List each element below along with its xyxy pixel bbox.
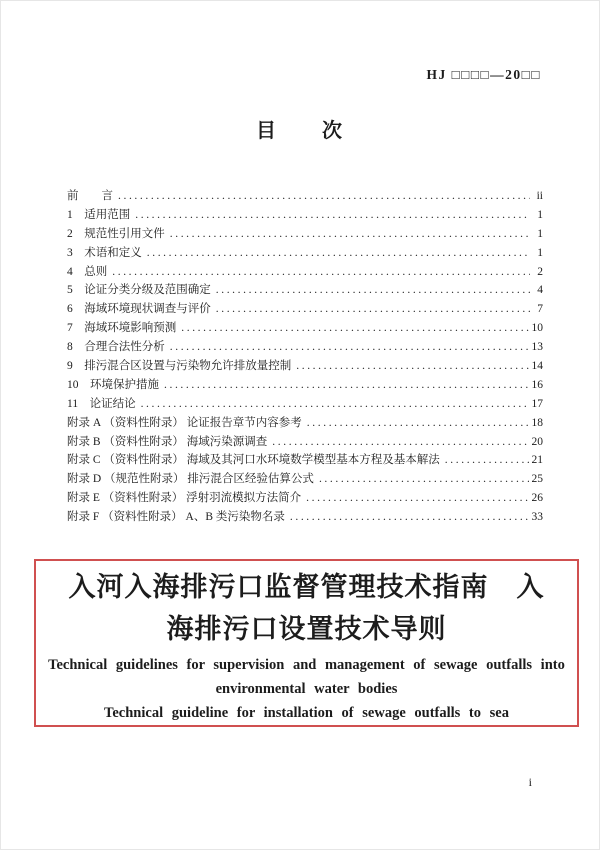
toc-entry-page: 25 <box>531 473 543 486</box>
toc-dot-leader <box>319 470 529 489</box>
toc-heading: 目 次 <box>256 120 344 142</box>
toc-entry-page: 21 <box>531 454 543 467</box>
toc-entry-label: 附录 A （资料性附录） 论证报告章节内容参考 <box>67 416 302 429</box>
toc-entry-page: 16 <box>531 378 543 391</box>
toc-dot-leader <box>164 376 529 395</box>
toc-dot-leader <box>135 206 530 225</box>
toc-entry-page: 33 <box>531 511 543 524</box>
toc-entry-label: 10 环境保护措施 <box>67 378 159 391</box>
toc-entry-page: 1 <box>537 246 543 259</box>
toc-row <box>67 225 543 244</box>
toc-dot-leader <box>216 300 530 319</box>
toc-row <box>67 433 543 452</box>
toc-dot-leader <box>112 263 530 282</box>
toc-row <box>67 244 543 263</box>
toc-row <box>67 357 543 376</box>
toc-entry-page: 17 <box>531 397 543 410</box>
toc-dot-leader <box>141 395 529 414</box>
toc-entry-page: ii <box>536 190 543 202</box>
toc-entry-label: 前 言 <box>67 190 113 202</box>
toc-entry-page: 20 <box>531 435 543 448</box>
toc-entry-page: 10 <box>531 322 543 335</box>
title-box <box>34 559 579 727</box>
toc-dot-leader <box>290 508 529 527</box>
toc-entry-label: 5 论证分类分级及范围确定 <box>67 284 211 297</box>
toc-row <box>67 376 543 395</box>
toc-row <box>67 263 543 282</box>
toc-row <box>67 206 543 225</box>
toc-entry-label: 附录 D （规范性附录） 排污混合区经验估算公式 <box>67 473 314 486</box>
toc-row <box>67 300 543 319</box>
toc-entry-label: 9 排污混合区设置与污染物允许排放量控制 <box>67 360 292 373</box>
toc-entry-label: 附录 B （资料性附录） 海域污染源调查 <box>67 435 268 448</box>
toc-dot-leader <box>272 433 528 452</box>
en-title-line-3: Technical guideline for installation of sewage outfalls to sea <box>104 705 509 721</box>
toc-dot-leader <box>147 244 530 263</box>
toc-dot-leader <box>445 451 529 470</box>
toc-dot-leader <box>170 225 530 244</box>
toc-dot-leader <box>216 281 530 300</box>
toc-entry-label: 附录 E （资料性附录） 浮射羽流模拟方法简介 <box>67 492 302 505</box>
toc-dot-leader <box>170 338 529 357</box>
toc-entry-label: 3 术语和定义 <box>67 246 142 259</box>
toc-entry-label: 附录 C （资料性附录） 海域及其河口水环境数学模型基本方程及基本解法 <box>67 454 440 467</box>
toc-entry-page: 1 <box>537 227 543 240</box>
toc-row <box>67 187 543 206</box>
toc-dot-leader <box>306 489 528 508</box>
toc-row <box>67 319 543 338</box>
toc-entry-label: 8 合理合法性分析 <box>67 341 165 354</box>
toc-dot-leader <box>296 357 528 376</box>
toc-entry-label: 11 论证结论 <box>67 397 136 410</box>
toc-entry-page: 18 <box>531 416 543 429</box>
standard-number: HJ □□□□—20□□ <box>426 67 541 82</box>
toc-entry-label: 7 海域环境影响预测 <box>67 322 177 335</box>
toc-dot-leader <box>181 319 528 338</box>
toc-entry-label: 1 适用范围 <box>67 208 131 221</box>
toc-entry-label: 附录 F （资料性附录） A、B 类污染物名录 <box>67 511 285 524</box>
toc-entry-page: 14 <box>531 360 543 373</box>
toc-entry-page: 26 <box>531 492 543 505</box>
toc-row <box>67 338 543 357</box>
page-number: i <box>528 775 532 789</box>
toc-row <box>67 470 543 489</box>
toc-entry-page: 2 <box>537 265 543 278</box>
toc-entry-page: 4 <box>537 284 543 297</box>
toc-row <box>67 414 543 433</box>
table-of-contents <box>67 187 543 527</box>
en-title-line-2: environmental water bodies <box>215 681 398 697</box>
toc-entry-label: 4 总则 <box>67 265 108 278</box>
toc-entry-label: 2 规范性引用文件 <box>67 227 165 240</box>
toc-row <box>67 281 543 300</box>
toc-row <box>67 451 543 470</box>
toc-row <box>67 489 543 508</box>
toc-entry-page: 1 <box>537 208 543 221</box>
cn-title-line-2: 海排污口设置技术导则 <box>166 614 447 644</box>
toc-entry-page: 13 <box>531 341 543 354</box>
toc-dot-leader <box>307 414 529 433</box>
toc-row <box>67 508 543 527</box>
en-title-line-1: Technical guidelines for supervision and management of sewage outfalls into <box>48 657 565 673</box>
toc-entry-page: 7 <box>537 303 543 316</box>
cn-title-line-1: 入河入海排污口监督管理技术指南 入 <box>68 572 545 602</box>
toc-row <box>67 395 543 414</box>
toc-entry-label: 6 海域环境现状调查与评价 <box>67 303 211 316</box>
toc-dot-leader <box>118 187 530 206</box>
